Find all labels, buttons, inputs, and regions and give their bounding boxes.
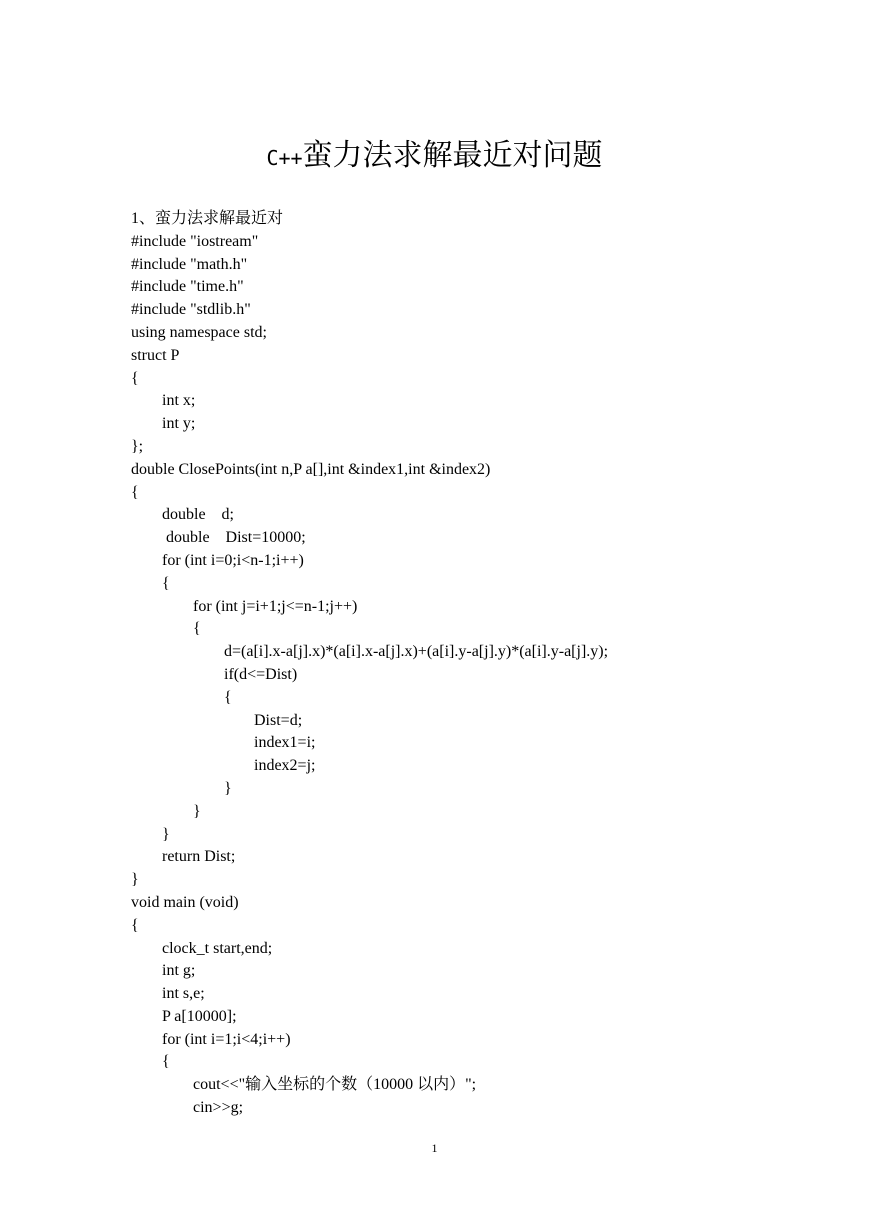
code-line: int s,e; bbox=[162, 985, 205, 1003]
code-line: int g; bbox=[162, 962, 196, 980]
code-line: #include "time.h" bbox=[131, 278, 244, 296]
code-line: clock_t start,end; bbox=[162, 939, 273, 957]
code-line: for (int i=1;i<4;i++) bbox=[162, 1030, 291, 1048]
code-line: int x; bbox=[162, 392, 196, 410]
code-line: double ClosePoints(int n,P a[],int &index1,int &index2) bbox=[131, 460, 491, 478]
code-line: } bbox=[224, 779, 232, 797]
code-line: Dist=d; bbox=[254, 711, 303, 729]
code-line: cin>>g; bbox=[193, 1099, 244, 1117]
code-listing bbox=[131, 208, 831, 1120]
code-line: double Dist=10000; bbox=[162, 529, 306, 547]
code-line: index2=j; bbox=[254, 757, 316, 775]
code-line: using namespace std; bbox=[131, 323, 267, 341]
code-line: }; bbox=[131, 437, 144, 455]
page-number: 1 bbox=[431, 1141, 438, 1155]
code-line: double d; bbox=[162, 506, 234, 524]
code-line: struct P bbox=[131, 346, 180, 364]
section-heading: 1、蛮力法求解最近对 bbox=[131, 210, 284, 227]
code-line: { bbox=[162, 574, 170, 592]
code-line: #include "iostream" bbox=[131, 232, 259, 250]
code-line: { bbox=[131, 916, 139, 934]
code-line: } bbox=[193, 802, 201, 820]
code-line: cout<<"输入坐标的个数（10000 以内）"; bbox=[193, 1076, 477, 1094]
code-line: index1=i; bbox=[254, 734, 316, 752]
code-line: { bbox=[193, 620, 201, 638]
code-line: { bbox=[131, 483, 139, 501]
code-line: { bbox=[131, 369, 139, 387]
code-line: for (int i=0;i<n-1;i++) bbox=[162, 551, 304, 569]
title-main: 蛮力法求解最近对问题 bbox=[302, 138, 603, 173]
code-line: #include "stdlib.h" bbox=[131, 301, 251, 319]
code-line: d=(a[i].x-a[j].x)*(a[i].x-a[j].x)+(a[i].y-a[j].y)*(a[i].y-a[j].y); bbox=[224, 643, 609, 661]
code-line: for (int j=i+1;j<=n-1;j++) bbox=[193, 597, 358, 615]
code-line: P a[10000]; bbox=[162, 1007, 237, 1025]
page-title bbox=[0, 136, 869, 178]
code-line: } bbox=[162, 825, 170, 843]
code-line: return Dist; bbox=[162, 848, 236, 866]
code-line: if(d<=Dist) bbox=[224, 665, 298, 683]
code-line: int y; bbox=[162, 415, 196, 433]
code-line: { bbox=[162, 1053, 170, 1071]
code-line: #include "math.h" bbox=[131, 255, 248, 273]
title-prefix: C++ bbox=[266, 146, 303, 170]
code-line: } bbox=[131, 871, 139, 889]
code-line: { bbox=[224, 688, 232, 706]
code-line: void main (void) bbox=[131, 893, 239, 911]
